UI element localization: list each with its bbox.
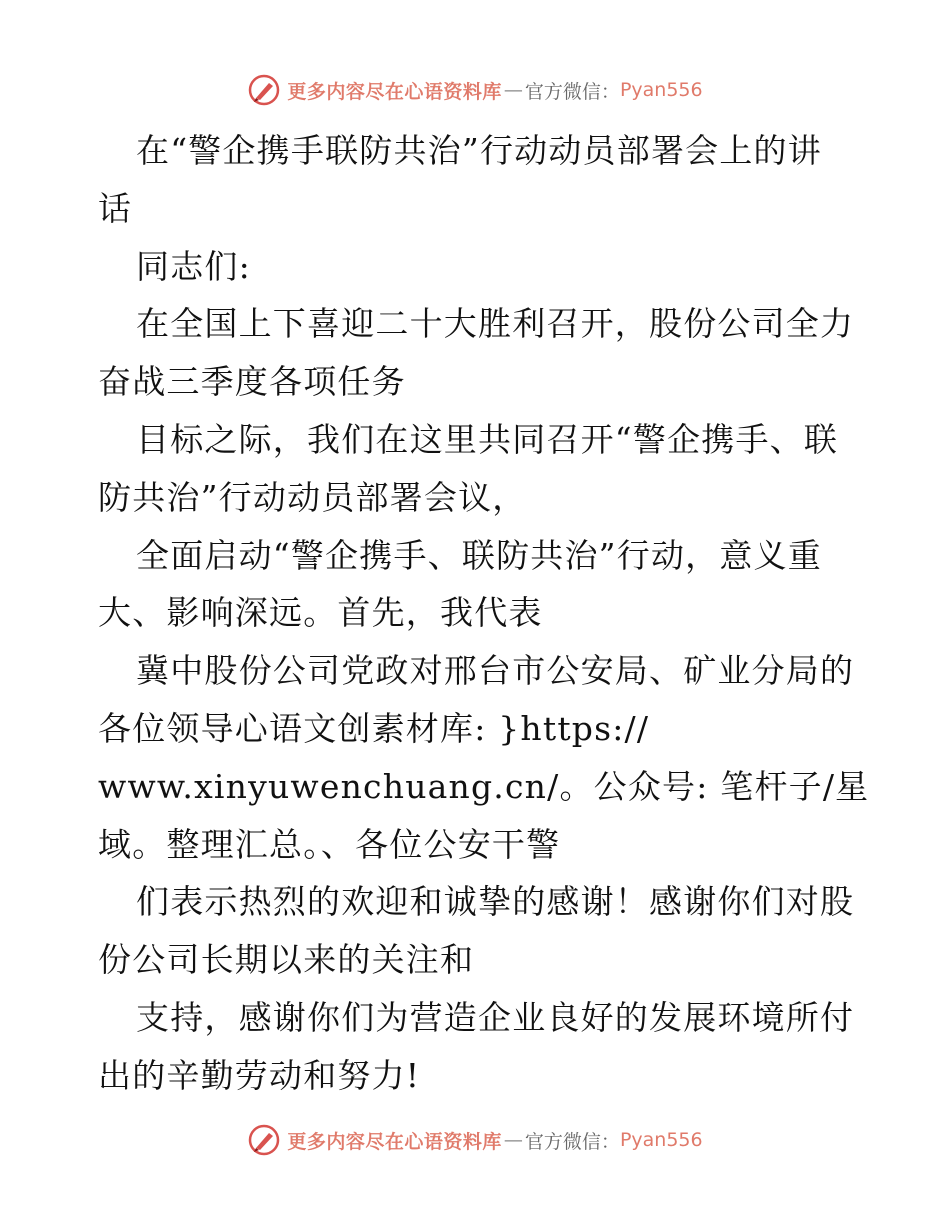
text-line: 域。整理汇总。、各位公安干警 xyxy=(98,824,561,864)
text-line: 同志们: xyxy=(136,246,251,286)
text-line: 目标之际，我们在这里共同召开“警企携手、联 xyxy=(136,419,839,459)
text-line: 全面启动“警企携手、联防共治”行动，意义重 xyxy=(136,535,822,575)
watermark-wechat-label: 官方微信： xyxy=(524,80,620,103)
text-line: www.xinyuwenchuang.cn/。公众号: 笔杆子/星 xyxy=(98,766,870,806)
text-line: 支持，感谢你们为营造企业良好的发展环境所付 xyxy=(136,997,855,1037)
pen-logo-icon xyxy=(247,73,281,107)
watermark-wechat-label: 官方微信： xyxy=(524,1130,620,1153)
text-line: 出的辛勤劳动和努力! xyxy=(98,1055,421,1095)
document-body xyxy=(98,122,870,1105)
watermark-text: 更多内容尽在心语资料库 xyxy=(287,1130,502,1153)
pen-logo-icon xyxy=(247,1123,281,1157)
text-line: 各位领导心语文创素材库: }https:// xyxy=(98,708,650,748)
text-line: 们表示热烈的欢迎和诚挚的感谢！感谢你们对股 xyxy=(136,882,855,922)
watermark-wechat-id: Pyan556 xyxy=(619,1129,703,1151)
text-line: 在“警企携手联防共治”行动动员部署会上的讲 xyxy=(136,131,822,170)
header-watermark xyxy=(0,70,950,110)
text-line: 份公司长期以来的关注和 xyxy=(98,940,475,980)
text-line: 奋战三季度各项任务 xyxy=(98,362,406,402)
footer-watermark xyxy=(0,1120,950,1160)
text-line: 在全国上下喜迎二十大胜利召开，股份公司全力 xyxy=(136,304,855,344)
text-line: 话 xyxy=(98,188,133,228)
watermark-text: 更多内容尽在心语资料库 xyxy=(287,80,502,103)
watermark-dash: — xyxy=(503,1129,523,1151)
text-line: 大、影响深远。首先，我代表 xyxy=(98,593,543,633)
text-line: 防共治”行动动员部署会议， xyxy=(98,477,527,517)
watermark-wechat-id: Pyan556 xyxy=(619,79,703,101)
text-line: 冀中股份公司党政对邢台市公安局、矿业分局的 xyxy=(136,651,855,691)
watermark-dash: — xyxy=(503,79,523,101)
